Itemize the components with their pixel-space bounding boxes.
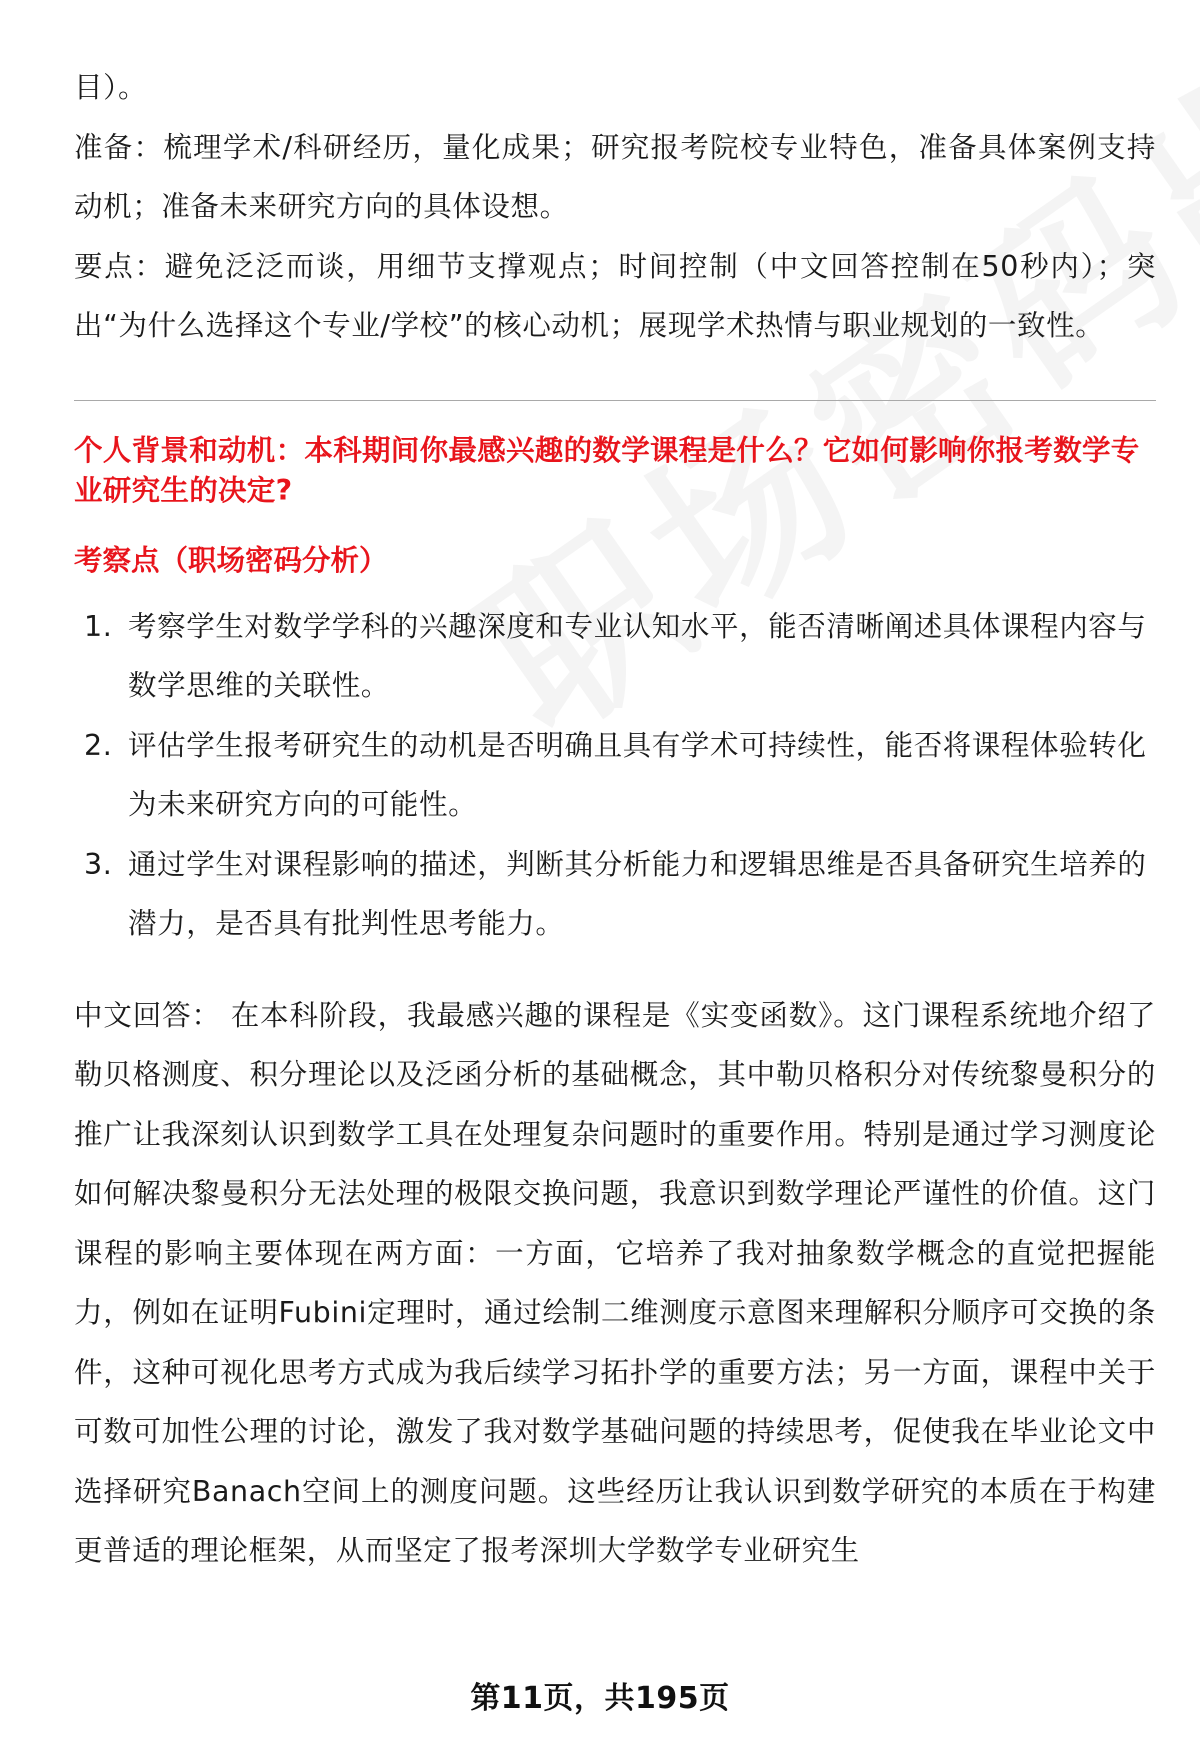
page-footer: 第11页，共195页 (470, 1681, 730, 1716)
assessment-item-number: 2. (84, 728, 113, 762)
answer-paragraph: 中文回答： 在本科阶段，我最感兴趣的课程是《实变函数》。这门课程系统地介绍了勒贝格测度、积分理论以及泛函分析的基础概念，其中勒贝格积分对传统黎曼积分的推广让我深刻认识到数学工具在处理复杂问题时的重要作用。特别是通过学习测度论如何解决黎曼积分无法处理的极限交换问题，我意识到数学理论严谨性的价值。这门课程的影响主要体现在两方面：一方面，它培养了我对抽象数学概念的直觉把握能力，例如在证明Fubini定理时，通过绘制二维测度示意图来理解积分顺序可交换的条件，这种可视化思考方式成为我后续学习拓扑学的重要方法；另一方面，课程中关于可数可加性公理的讨论，激发了我对数学基础问题的持续思考，促使我在毕业论文中选择研究Banach空间上的测度问题。这些经历让我认识到数学研究的本质在于构建更普适的理论框架，从而坚定了报考深圳大学数学专业研究生 (74, 998, 1156, 1567)
assessment-item-text: 评估学生报考研究生的动机是否明确且具有学术可持续性，能否将课程体验转化为未来研究方向的可能性。 (128, 728, 1147, 821)
assessment-item-text: 通过学生对课程影响的描述，判断其分析能力和逻辑思维是否具备研究生培养的潜力，是否具有批判性思考能力。 (128, 847, 1147, 940)
assessment-item (74, 835, 1156, 954)
section-divider (74, 400, 1156, 401)
assessment-item (74, 597, 1156, 716)
assessment-item-number: 3. (84, 847, 113, 881)
question-title: 个人背景和动机：本科期间你最感兴趣的数学课程是什么？它如何影响你报考数学专业研究生的决定? (74, 433, 1140, 507)
assessment-item-text: 考察学生对数学学科的兴趣深度和专业认知水平，能否清晰阐述具体课程内容与数学思维的关联性。 (128, 609, 1147, 702)
preparation-paragraph: 准备：梳理学术/科研经历，量化成果；研究报考院校专业特色，准备具体案例支持动机；准备未来研究方向的具体设想。 (74, 130, 1156, 223)
assessment-heading: 考察点（职场密码分析） (74, 543, 388, 577)
key-points-paragraph: 要点：避免泛泛而谈，用细节支撑观点；时间控制（中文回答控制在50秒内）；突出“为什么选择这个专业/学校”的核心动机；展现学术热情与职业规划的一致性。 (74, 249, 1156, 342)
previous-line-tail: 目）。 (74, 71, 148, 104)
assessment-item-number: 1. (84, 609, 113, 643)
assessment-item (74, 716, 1156, 835)
assessment-list (74, 597, 1156, 954)
document-page (74, 58, 1156, 1581)
